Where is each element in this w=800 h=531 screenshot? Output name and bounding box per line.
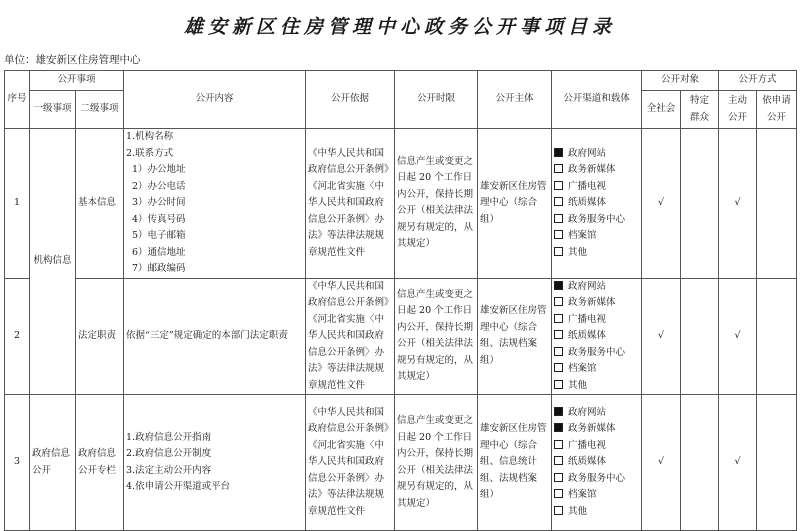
mode-active-check: √: [719, 129, 757, 279]
channel-item: 其他: [554, 378, 639, 395]
unit-label: 单位：雄安新区住房管理中心: [4, 54, 141, 66]
target-specific-cell: [681, 395, 719, 531]
header-time: 公开时限: [395, 71, 478, 129]
channel-item: 政府网站: [554, 146, 639, 163]
row-channels: [552, 395, 642, 531]
checkbox-empty-icon: [554, 181, 563, 190]
channel-item: 政府网站: [554, 279, 639, 296]
channel-item: 纸质媒体: [554, 454, 639, 471]
target-specific-cell: [681, 129, 719, 279]
row-subject: 雄安新区住房管理中心（综合组、信息统计组、法规档案组）: [478, 395, 552, 531]
table-row: [5, 278, 797, 395]
page-title: 雄安新区住房管理中心政务公开事项目录: [183, 16, 616, 38]
channel-item: 广播电视: [554, 312, 639, 329]
header-target-specific: 特定 群众: [681, 91, 719, 129]
channel-item: 其他: [554, 504, 639, 521]
channel-item: 档案馆: [554, 487, 639, 504]
row-time: 信息产生或变更之日起 20 个工作日内公开，保持长期公开（相关法律法规另有规定的，从其规定）: [395, 395, 478, 531]
header-mode-active: 主动 公开: [719, 91, 757, 129]
channel-item: 其他: [554, 245, 639, 262]
row-level1: 政府信息公开: [30, 395, 76, 531]
row-subject: 雄安新区住房管理中心（综合组）: [478, 129, 552, 279]
mode-active-check: √: [719, 395, 757, 531]
channel-item: 纸质媒体: [554, 195, 639, 212]
checkbox-empty-icon: [554, 197, 563, 206]
header-mode-request: 依申请 公开: [757, 91, 797, 129]
row-content: 依据“三定”规定确定的本部门法定职责: [124, 278, 306, 395]
checkbox-checked-icon: [554, 407, 563, 416]
target-all-check: √: [642, 129, 681, 279]
catalog-table: [4, 70, 797, 531]
header-target: 公开对象: [642, 71, 719, 91]
channel-item: 广播电视: [554, 179, 639, 196]
channel-item: 政务新媒体: [554, 421, 639, 438]
channel-item: 档案馆: [554, 228, 639, 245]
header-matter: 公开事项: [30, 71, 124, 91]
header-level2: 二级事项: [76, 91, 124, 129]
row-time: 信息产生或变更之日起 20 个工作日内公开，保持长期公开（相关法律法规另有规定的，从其规定）: [395, 129, 478, 279]
checkbox-empty-icon: [554, 473, 563, 482]
mode-request-cell: [757, 395, 797, 531]
checkbox-checked-icon: [554, 423, 563, 432]
checkbox-empty-icon: [554, 347, 563, 356]
row-basis: 《中华人民共和国政府信息公开条例》《河北省实施〈中华人民共和国政府信息公开条例〉办法》等法律法规规章规范性文件: [306, 129, 395, 279]
row-level2: 法定职责: [76, 278, 124, 395]
header-level1: 一级事项: [30, 91, 76, 129]
checkbox-checked-icon: [554, 148, 563, 157]
row-level2: 政府信息公开专栏: [76, 395, 124, 531]
row-basis: 《中华人民共和国政府信息公开条例》《河北省实施〈中华人民共和国政府信息公开条例〉办法》等法律法规规章规范性文件: [306, 278, 395, 395]
checkbox-empty-icon: [554, 214, 563, 223]
mode-request-cell: [757, 278, 797, 395]
checkbox-empty-icon: [554, 230, 563, 239]
target-all-check: √: [642, 395, 681, 531]
channel-item: 纸质媒体: [554, 328, 639, 345]
target-specific-cell: [681, 278, 719, 395]
channel-item: 政务新媒体: [554, 295, 639, 312]
checkbox-empty-icon: [554, 297, 563, 306]
row-level1: 机构信息: [30, 129, 76, 395]
row-seq: 2: [5, 278, 30, 395]
checkbox-empty-icon: [554, 456, 563, 465]
row-seq: 3: [5, 395, 30, 531]
header-basis: 公开依据: [306, 71, 395, 129]
mode-request-cell: [757, 129, 797, 279]
checkbox-empty-icon: [554, 506, 563, 515]
header-mode: 公开方式: [719, 71, 797, 91]
table-row: [5, 129, 797, 279]
header-target-all: 全社会: [642, 91, 681, 129]
mode-active-check: √: [719, 278, 757, 395]
checkbox-checked-icon: [554, 281, 563, 290]
row-content: 1.机构名称 2.联系方式 1）办公地址 2）办公电话 3）办公时间 4）传真号码 5）电子邮箱 6）通信地址 7）邮政编码: [124, 129, 306, 279]
channel-item: 广播电视: [554, 438, 639, 455]
checkbox-empty-icon: [554, 247, 563, 256]
row-subject: 雄安新区住房管理中心（综合组、法规档案组）: [478, 278, 552, 395]
checkbox-empty-icon: [554, 440, 563, 449]
checkbox-empty-icon: [554, 380, 563, 389]
target-all-check: √: [642, 278, 681, 395]
checkbox-empty-icon: [554, 330, 563, 339]
header-subject: 公开主体: [478, 71, 552, 129]
channel-item: 档案馆: [554, 361, 639, 378]
table-row: [5, 395, 797, 531]
checkbox-empty-icon: [554, 489, 563, 498]
header-seq: 序号: [5, 71, 30, 129]
checkbox-empty-icon: [554, 314, 563, 323]
checkbox-empty-icon: [554, 363, 563, 372]
row-level2: 基本信息: [76, 129, 124, 279]
row-time: 信息产生或变更之日起 20 个工作日内公开，保持长期公开（相关法律法规另有规定的，从其规定）: [395, 278, 478, 395]
row-seq: 1: [5, 129, 30, 279]
row-basis: 《中华人民共和国政府信息公开条例》《河北省实施〈中华人民共和国政府信息公开条例〉办法》等法律法规规章规范性文件: [306, 395, 395, 531]
checkbox-empty-icon: [554, 164, 563, 173]
header-channel: 公开渠道和载体: [552, 71, 642, 129]
row-channels: [552, 129, 642, 279]
row-channels: [552, 278, 642, 395]
channel-item: 政务服务中心: [554, 471, 639, 488]
channel-item: 政务服务中心: [554, 212, 639, 229]
channel-item: 政务服务中心: [554, 345, 639, 362]
header-content: 公开内容: [124, 71, 306, 129]
row-content: 1.政府信息公开指南 2.政府信息公开制度 3.法定主动公开内容 4.依申请公开渠道或平台: [124, 395, 306, 531]
channel-item: 政务新媒体: [554, 162, 639, 179]
channel-item: 政府网站: [554, 405, 639, 422]
